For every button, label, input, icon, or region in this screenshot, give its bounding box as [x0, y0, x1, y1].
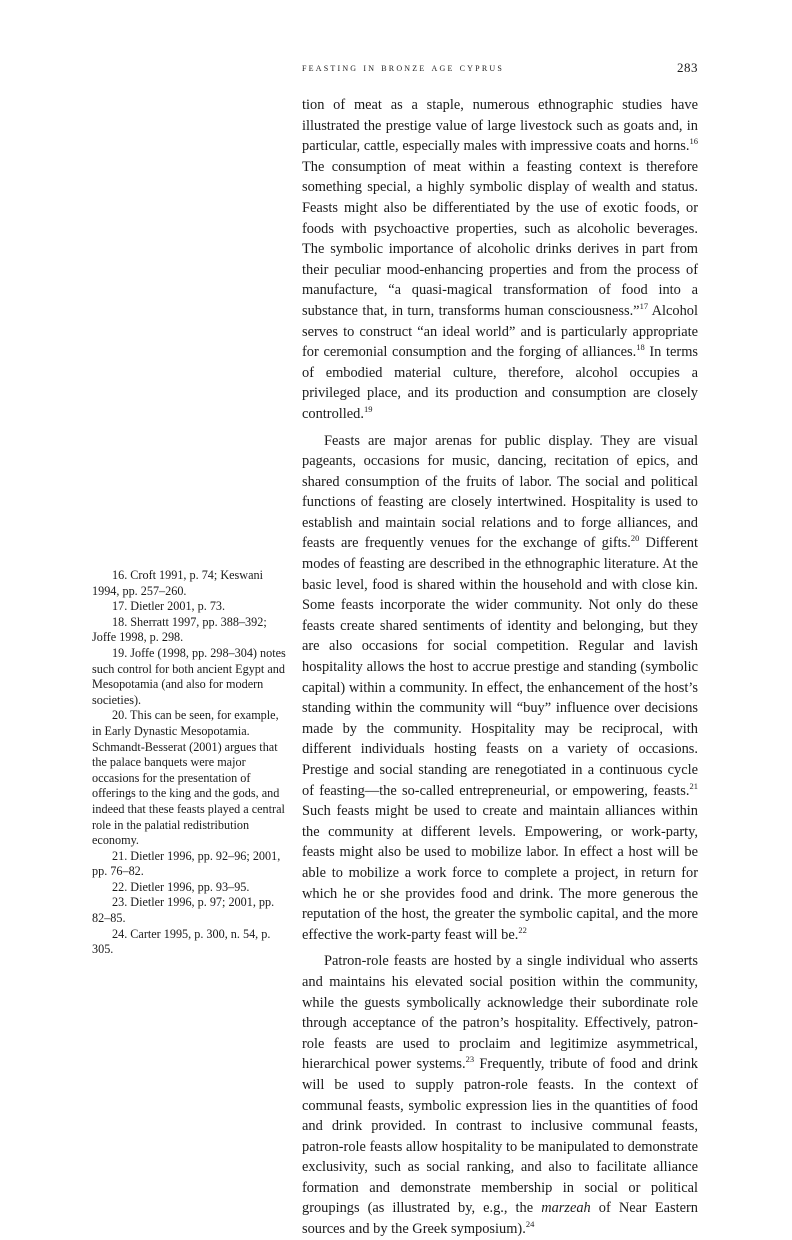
footnote: 17. Dietler 2001, p. 73. — [112, 599, 226, 614]
text-run: Alcohol serves to construct “an ideal world” and is particularly appropriate for ceremonial consumption and the forging of alliances. — [302, 302, 699, 361]
footnote: 20. This can be seen, for example, in Early Dynastic Mesopotamia. Schmandt-Besserat (2001) argues that the palace banquets were major occasions for the presentation of offerings to the king and the gods, and indeed that these feasts played a central role in the palatial redistribution economy. — [92, 708, 285, 848]
footnote-ref: 20 — [630, 533, 640, 544]
footnote-ref: 16 — [689, 136, 698, 147]
paragraph — [302, 431, 698, 946]
page-number: 283 — [677, 60, 698, 75]
footnote-ref: 23 — [465, 1054, 475, 1065]
footnote-ref: 17 — [639, 301, 649, 312]
footnote-ref: 22 — [518, 924, 527, 935]
text-run: Feasts are major arenas for public display. They are visual pageants, occasions for music, dancing, recitation of epics, and shared consumption of the fruits of labor. The social and political functions of feasting are closely intertwined. Hospitality is used to establish and maintain social relations and to forge alliances, and feasts are frequently venues for the exchange of gifts. — [302, 432, 698, 552]
footnote: 22. Dietler 1996, pp. 93–95. — [112, 879, 250, 894]
paragraph — [302, 95, 698, 425]
side-notes — [92, 568, 288, 958]
italic-term: marzeah — [541, 1200, 591, 1217]
text-run: Patron-role feasts are hosted by a single individual who asserts and maintains his elevated social position within the community, while the guests symbolically acknowledge their subordinate role through acceptance of the patron’s hospitality. Effectively, patron-role feasts are used to proclaim and legitimize asymmetrical, hierarchical power systems. — [302, 953, 698, 1073]
text-run: tion of meat as a staple, numerous ethnographic studies have illustrated the prestige value of large livestock such as goats and, in particular, cattle, especially males with impressive coats and horns. — [302, 97, 698, 155]
page-header — [302, 62, 698, 80]
footnote: 18. Sherratt 1997, pp. 388–392; Joffe 1998, p. 298. — [92, 614, 267, 645]
paragraph — [302, 951, 698, 1239]
footnote: 24. Carter 1995, p. 300, n. 54, p. 305. — [92, 926, 271, 957]
footnote: 23. Dietler 1996, p. 97; 2001, pp. 82–85. — [92, 895, 275, 926]
text-run: The consumption of meat within a feasting context is therefore something special, a highly symbolic display of wealth and status. Feasts might also be differentiated by the use of exotic foods, or foods with psychoactive properties, such as alcoholic beverages. The symbolic importance of alcoholic drinks derives in part from their peculiar mood-enhancing properties and from the process of manufacture, “a quasi-magical transformation of food into a substance that, in turn, transforms human consciousness.” — [302, 158, 698, 319]
footnote: 16. Croft 1991, p. 74; Keswani 1994, pp. 257–260. — [92, 568, 263, 598]
text-run: Such feasts might be used to create and maintain alliances within the community at different levels. Empowering, or work-party, feasts might also be used to mobilize labor. In effect a host will be able to mobilize a work force to complete a project, in return for which he or she provides food and drink. The more generous the reputation of the host, the greater the symbolic capital, and the more effective the work-party feast will be. — [302, 803, 698, 943]
running-head: feasting in bronze age cyprus — [302, 62, 504, 74]
main-text — [302, 95, 698, 1240]
footnote-ref: 24 — [525, 1219, 535, 1230]
footnote-ref: 19 — [363, 404, 373, 415]
text-run: In terms of embodied material culture, therefore, alcohol occupies a privileged place, and its production and consumption are closely controlled. — [302, 344, 699, 422]
footnote: 21. Dietler 1996, pp. 92–96; 2001, pp. 76–82. — [92, 848, 281, 879]
text-run: of Near Eastern sources and by the Greek symposium). — [302, 1200, 698, 1238]
footnote: 19. Joffe (1998, pp. 298–304) notes such control for both ancient Egypt and Mesopotamia (and also for modern societies). — [92, 645, 286, 707]
text-run: Frequently, tribute of food and drink will be used to supply patron-role feasts. In the context of communal feasts, symbolic expression lies in the quantities of food and drink provided. In contrast to inclusive communal feasts, patron-role feasts allow hospitality to be manipulated to demonstrate exclusivity, such as social ranking, and also to facilitate alliance formation and demonstrate membership in social or political groupings (as illustrated by, e.g., the — [302, 1056, 698, 1217]
text-run: Different modes of feasting are described in the ethnographic literature. At the basic level, food is shared within the household and with close kin. Some feasts incorporate the wider community. Not only do these feasts create shared sentiments of identity and belonging, but they are also occasions for social competition. Regular and lavish hospitality allows the host to accrue prestige and standing (symbolic capital) within a community. In effect, the enhancement of the host’s standing within the community will “buy” influence over decisions made by the community. Hospitality may be reciprocal, with different individuals hosting feasts on a variety of occasions. Prestige and social standing are renegotiated in a continuous cycle of feasting—the so-called entrepreneurial, or empowering, feasts. — [302, 535, 698, 799]
footnote-ref: 21 — [689, 780, 698, 791]
footnote-ref: 18 — [636, 342, 645, 353]
